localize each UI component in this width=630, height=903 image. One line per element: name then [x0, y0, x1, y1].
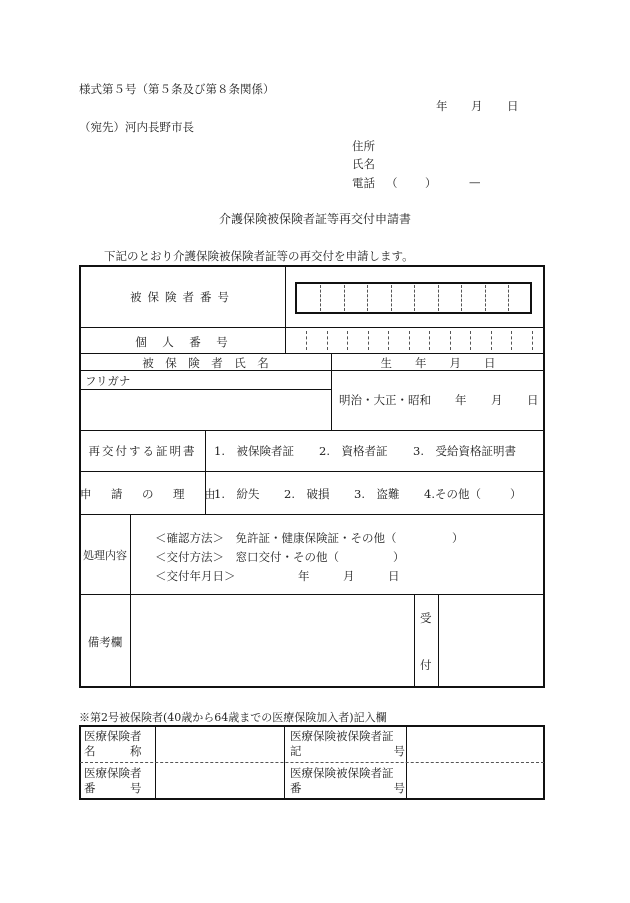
- delivery-year-unit: 年: [298, 569, 310, 583]
- card-number-field[interactable]: [407, 763, 543, 798]
- remarks-label: 備考欄: [87, 635, 123, 649]
- personal-number-field[interactable]: [286, 328, 544, 353]
- reason-option-1[interactable]: 1. 紛失: [214, 487, 260, 501]
- delivery-date-label: ＜交付年月日＞: [155, 569, 236, 583]
- insured-number-label: 被保険者番号: [130, 290, 235, 304]
- birth-eras: 明治・大正・昭和: [339, 393, 431, 407]
- card-symbol-label-2: 記 号: [290, 744, 405, 758]
- delivery-month-unit: 月: [343, 569, 355, 583]
- receipt-label-top: 受: [420, 611, 432, 625]
- birth-year-unit: 年: [455, 393, 467, 407]
- card-number-label-2: 番 号: [290, 781, 405, 795]
- confirm-method-close: ）: [452, 531, 464, 545]
- address-label: 住所: [352, 139, 375, 153]
- date-month-label: 月: [471, 99, 483, 113]
- addressee: （宛先）河内長野市長: [79, 120, 194, 134]
- personal-number-label: 個 人 番 号: [135, 335, 230, 349]
- name-label: 氏名: [352, 157, 375, 171]
- birth-date-label: 生 年 月 日: [380, 356, 496, 370]
- reason-option-3[interactable]: 3. 盗難: [354, 487, 400, 501]
- reason-option-2[interactable]: 2. 破損: [284, 487, 330, 501]
- phone-open: （: [386, 176, 398, 190]
- delivery-day-unit: 日: [388, 569, 400, 583]
- insurer-number-label-2: 番 号: [84, 781, 142, 795]
- insurer-name-field[interactable]: [156, 726, 283, 761]
- insurer-number-label-1: 医療保険者: [84, 766, 142, 780]
- reissue-label: 再交付する証明書: [88, 444, 197, 458]
- birth-month-unit: 月: [491, 393, 503, 407]
- receipt-label-bottom: 付: [420, 658, 432, 672]
- confirm-method: ＜確認方法＞ 免許証・健康保険証・その他（: [155, 531, 397, 545]
- document-title: 介護保険被保険者証等再交付申請書: [219, 212, 412, 226]
- processing-label: 処理内容: [83, 549, 127, 562]
- card-symbol-label-1: 医療保険被保険者証: [290, 729, 394, 743]
- phone-close: ）: [425, 176, 437, 190]
- card-symbol-field[interactable]: [407, 726, 543, 761]
- insurer-number-field[interactable]: [156, 763, 283, 798]
- card-number-label-1: 医療保険被保険者証: [290, 766, 394, 780]
- reissue-option-3[interactable]: 3. 受給資格証明書: [413, 444, 516, 458]
- remarks-field[interactable]: [131, 595, 414, 687]
- form-number: 様式第５号（第５条及び第８条関係）: [79, 82, 275, 96]
- insured-name-field[interactable]: [81, 390, 330, 428]
- furigana-label: フリガナ: [85, 374, 131, 388]
- insurer-name-label-2: 名 称: [84, 744, 142, 758]
- intro-text: 下記のとおり介護保険被保険者証等の再交付を申請します。: [104, 249, 414, 263]
- delivery-method-close: ）: [393, 550, 405, 564]
- reissue-option-2[interactable]: 2. 資格者証: [319, 444, 388, 458]
- date-year-label: 年: [436, 99, 448, 113]
- insurer-name-label-1: 医療保険者: [84, 729, 142, 743]
- reissue-option-1[interactable]: 1. 被保険者証: [214, 444, 294, 458]
- reason-label: 申 請 の 理 由: [80, 487, 220, 501]
- birth-day-unit: 日: [527, 393, 539, 407]
- date-day-label: 日: [507, 99, 519, 113]
- reason-option-4-close: ）: [510, 487, 522, 501]
- phone-dash: —: [469, 175, 481, 189]
- reason-option-4[interactable]: 4.その他（: [424, 487, 481, 501]
- phone-label: 電話: [352, 176, 375, 190]
- insured-name-label: 被 保 険 者 氏 名: [142, 356, 269, 370]
- delivery-method: ＜交付方法＞ 窓口交付・その他（: [155, 550, 339, 564]
- category2-note: ※第2号被保険者(40歳から64歳までの医療保険加入者)記入欄: [79, 711, 387, 724]
